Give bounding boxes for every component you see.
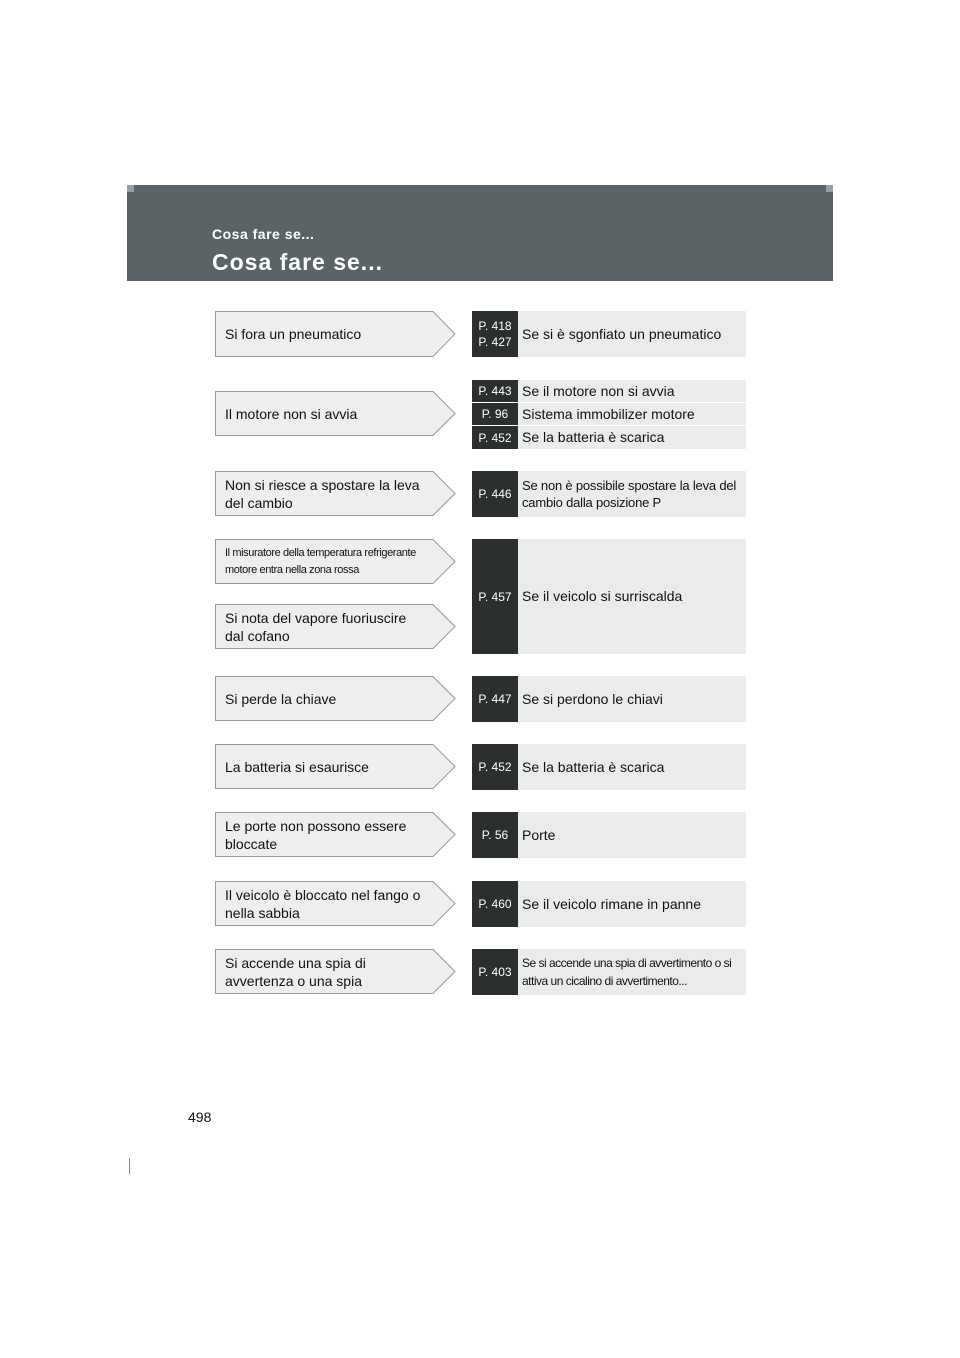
cause-text: Il misuratore della temperatura refrigerante motore entra nella zona rossa (225, 546, 416, 576)
result-text: Se la batteria è scarica (518, 426, 746, 449)
result-text: Se il veicolo si surriscalda (518, 539, 746, 654)
ref-label: P. 447 (478, 692, 512, 706)
ref-label: P. 452 (478, 430, 512, 445)
result-text: Se il veicolo rimane in panne (518, 881, 746, 927)
page-reference[interactable] (472, 380, 518, 402)
page-reference[interactable] (472, 471, 518, 517)
result-text: Se il motore non si avvia (518, 380, 746, 402)
ref-label: P. 460 (478, 897, 512, 911)
cause-box-lost-key (215, 676, 456, 721)
cause-box-doors (215, 812, 456, 857)
ref-label: P. 403 (478, 965, 512, 979)
cause-text: Si nota del vapore fuoriuscire dal cofano (225, 609, 407, 644)
cause-box-engine (215, 391, 456, 436)
margin-mark (129, 1158, 130, 1174)
ref-label: P. 446 (478, 487, 512, 501)
section-header (127, 185, 833, 281)
page-reference[interactable] (472, 744, 518, 790)
result-text: Se si perdono le chiavi (518, 676, 746, 722)
result-text: Sistema immobilizer motore (518, 403, 746, 425)
ref-label: P. 427 (478, 335, 512, 349)
cause-box-warning-light (215, 949, 456, 994)
cause-box-temperature (215, 539, 456, 584)
cause-text: Non si riesce a spostare la leva del cambio (225, 476, 420, 511)
ref-label: P. 96 (481, 407, 509, 421)
cause-box-gear-lever (215, 471, 456, 516)
cause-text: Si perde la chiave (225, 690, 337, 707)
cause-box-stuck (215, 881, 456, 926)
result-text: Se non è possibile spostare la leva del cambio dalla posizione P (518, 471, 746, 517)
cause-text: Il veicolo è bloccato nel fango o nella sabbia (225, 886, 421, 921)
cause-text: La batteria si esaurisce (225, 758, 369, 775)
page-number: 498 (188, 1109, 212, 1125)
page-reference[interactable] (472, 676, 518, 722)
page-reference[interactable] (472, 539, 518, 654)
page-reference[interactable] (472, 311, 518, 357)
result-text: Porte (518, 812, 746, 858)
header-corner-mark (127, 185, 134, 192)
header-corner-mark (826, 185, 833, 192)
ref-label: P. 418 (478, 319, 512, 333)
page-reference[interactable] (472, 403, 518, 425)
section-title: Cosa fare se... (212, 249, 383, 275)
cause-box-battery (215, 744, 456, 789)
cause-text: Si accende una spia di avvertenza o una spia (225, 954, 366, 989)
ref-label: P. 443 (478, 384, 512, 398)
ref-label: P. 457 (478, 589, 512, 604)
result-text: Se la batteria è scarica (518, 744, 746, 790)
cause-text: Si fora un pneumatico (225, 326, 362, 342)
section-subtitle: Cosa fare se... (212, 226, 315, 242)
cause-box-flat-tire (215, 311, 456, 357)
page-reference[interactable] (472, 812, 518, 858)
cause-box-steam (215, 604, 456, 649)
ref-label: P. 452 (478, 760, 512, 774)
page-reference[interactable] (472, 881, 518, 927)
cause-text: Il motore non si avvia (225, 405, 358, 422)
cause-text: Le porte non possono essere bloccate (225, 817, 407, 852)
page-reference[interactable] (472, 949, 518, 995)
result-text: Se si è sgonfiato un pneumatico (518, 311, 746, 357)
result-text: Se si accende una spia di avvertimento o si attiva un cicalino di avvertimento... (518, 949, 746, 995)
ref-label: P. 56 (481, 828, 509, 842)
page-reference[interactable] (472, 426, 518, 449)
